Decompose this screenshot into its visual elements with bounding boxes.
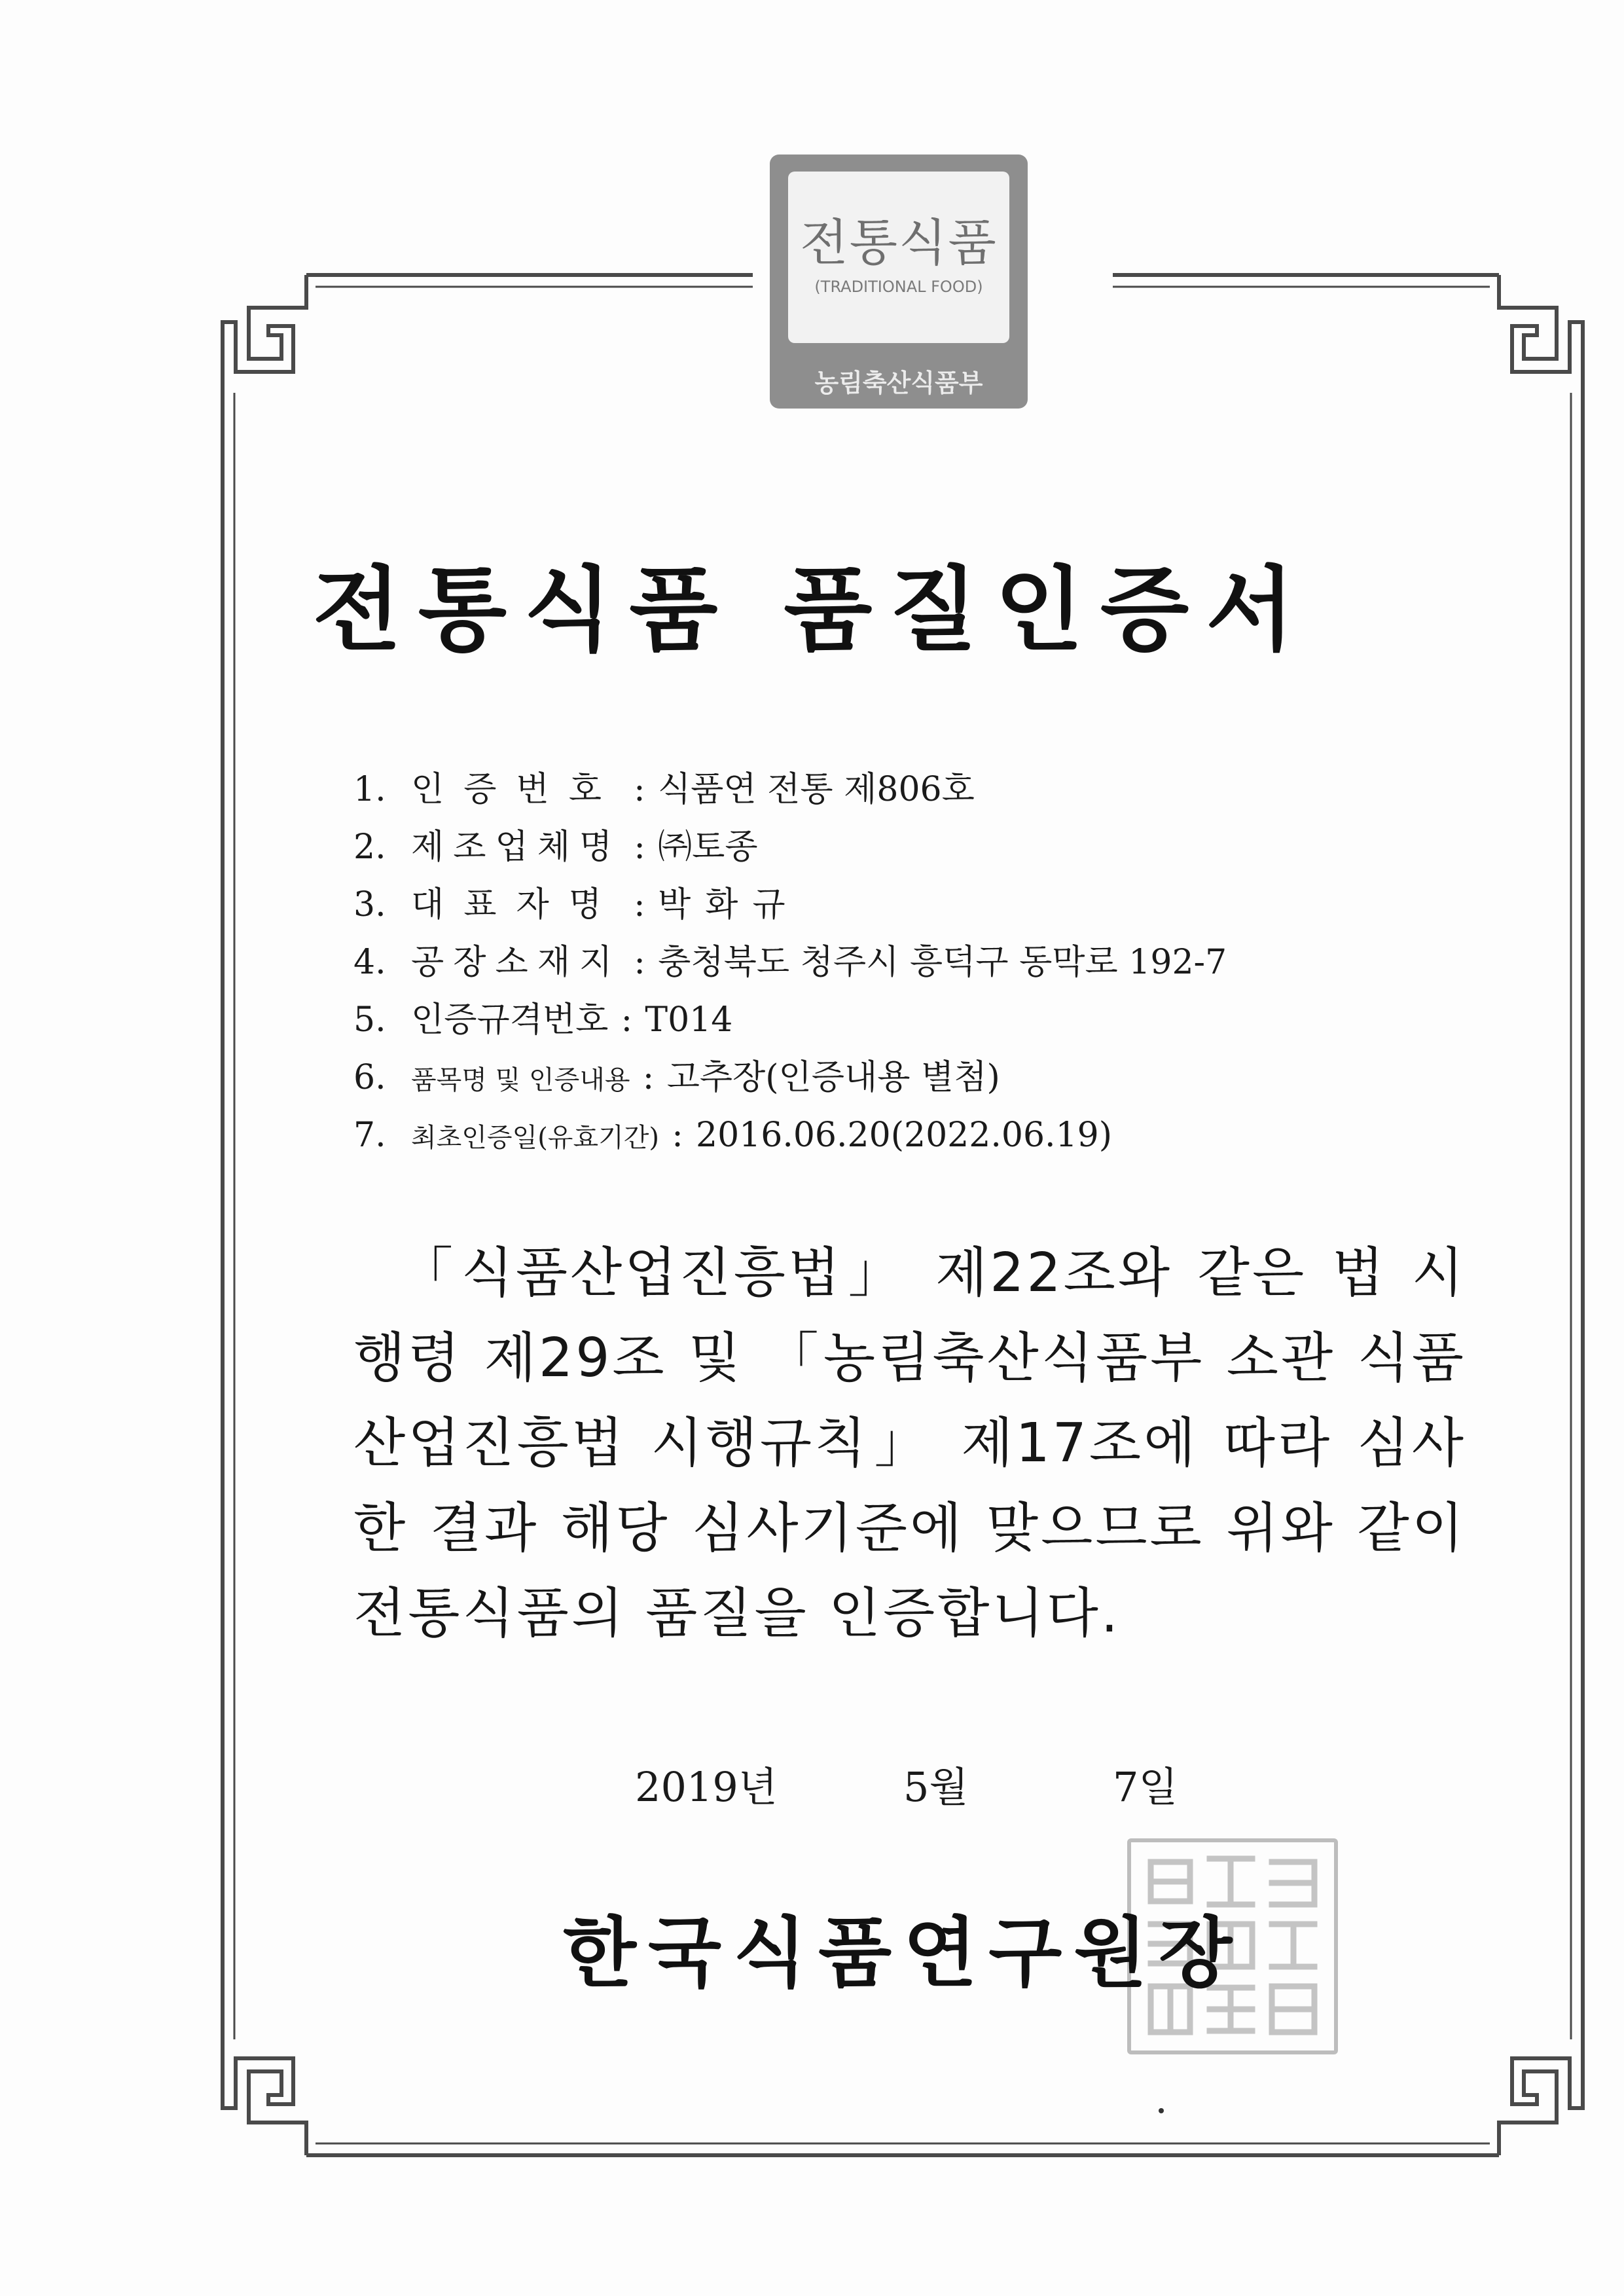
field-value: 박화규 <box>657 885 800 924</box>
field-label: 인증규격번호 <box>411 1000 609 1040</box>
field-value: ㈜토종 <box>658 828 758 867</box>
logo-panel <box>788 172 1009 343</box>
field-separator: : <box>634 885 645 924</box>
field-number: 6. <box>353 1058 386 1097</box>
field-value: 식품연 전통 제806호 <box>657 770 975 809</box>
field-separator: : <box>634 943 645 982</box>
field-value: 고추장(인증내용 별첨) <box>666 1058 1000 1097</box>
field-value: 충청북도 청주시 흥덕구 동막로 192-7 <box>658 943 1227 982</box>
field-separator: : <box>634 770 645 809</box>
traditional-food-logo <box>770 155 1028 409</box>
field-number: 5. <box>353 1000 386 1040</box>
field-representative <box>353 876 1466 934</box>
field-number: 7. <box>353 1116 386 1155</box>
field-product <box>353 1049 1466 1106</box>
field-number: 4. <box>353 943 386 982</box>
field-label: 최초인증일(유효기간) <box>411 1123 659 1153</box>
field-number: 1. <box>353 770 386 809</box>
field-separator: : <box>642 1058 655 1097</box>
stray-mark <box>1159 2108 1164 2113</box>
field-label: 품목명 및 인증내용 <box>411 1065 630 1095</box>
field-label: 인증번호 <box>411 770 621 809</box>
logo-title: 전통식품 <box>800 213 998 272</box>
field-number: 2. <box>353 828 386 867</box>
field-label: 공장소재지 <box>411 943 622 982</box>
field-manufacturer <box>353 818 1466 876</box>
certification-statement: 「식품산업진흥법」 제22조와 같은 법 시행령 제29조 및 「농림축산식품부 소관 식품산업진흥법 시행규칙」 제17조에 따라 심사한 결과 해당 심사기준에 맞으므로 위와 같이 전통식품의 품질을 인증합니다. <box>353 1242 1466 1645</box>
certificate-fields <box>353 761 1466 1164</box>
logo-subtitle: (TRADITIONAL FOOD) <box>814 278 983 296</box>
field-standard-number <box>353 991 1466 1049</box>
issuer-name: 한국식품연구원장 <box>563 1909 1244 1997</box>
field-number: 3. <box>353 885 386 924</box>
field-factory-address <box>353 934 1466 991</box>
field-value: T014 <box>645 1000 733 1040</box>
field-first-certification-date <box>353 1106 1466 1164</box>
field-certification-number <box>353 761 1466 818</box>
date-month: 5월 <box>903 1763 969 1811</box>
field-label: 제조업체명 <box>411 828 622 867</box>
field-value: 2016.06.20(2022.06.19) <box>695 1116 1113 1155</box>
field-separator: : <box>621 1000 633 1040</box>
logo-ministry: 농림축산식품부 <box>814 369 983 397</box>
date-day: 7일 <box>1113 1763 1178 1811</box>
field-separator: : <box>634 828 645 867</box>
document-title: 전통식품 품질인증서 <box>312 557 1312 664</box>
field-label: 대표자명 <box>411 885 621 924</box>
field-separator: : <box>672 1116 683 1155</box>
date-year: 2019년 <box>635 1763 778 1811</box>
